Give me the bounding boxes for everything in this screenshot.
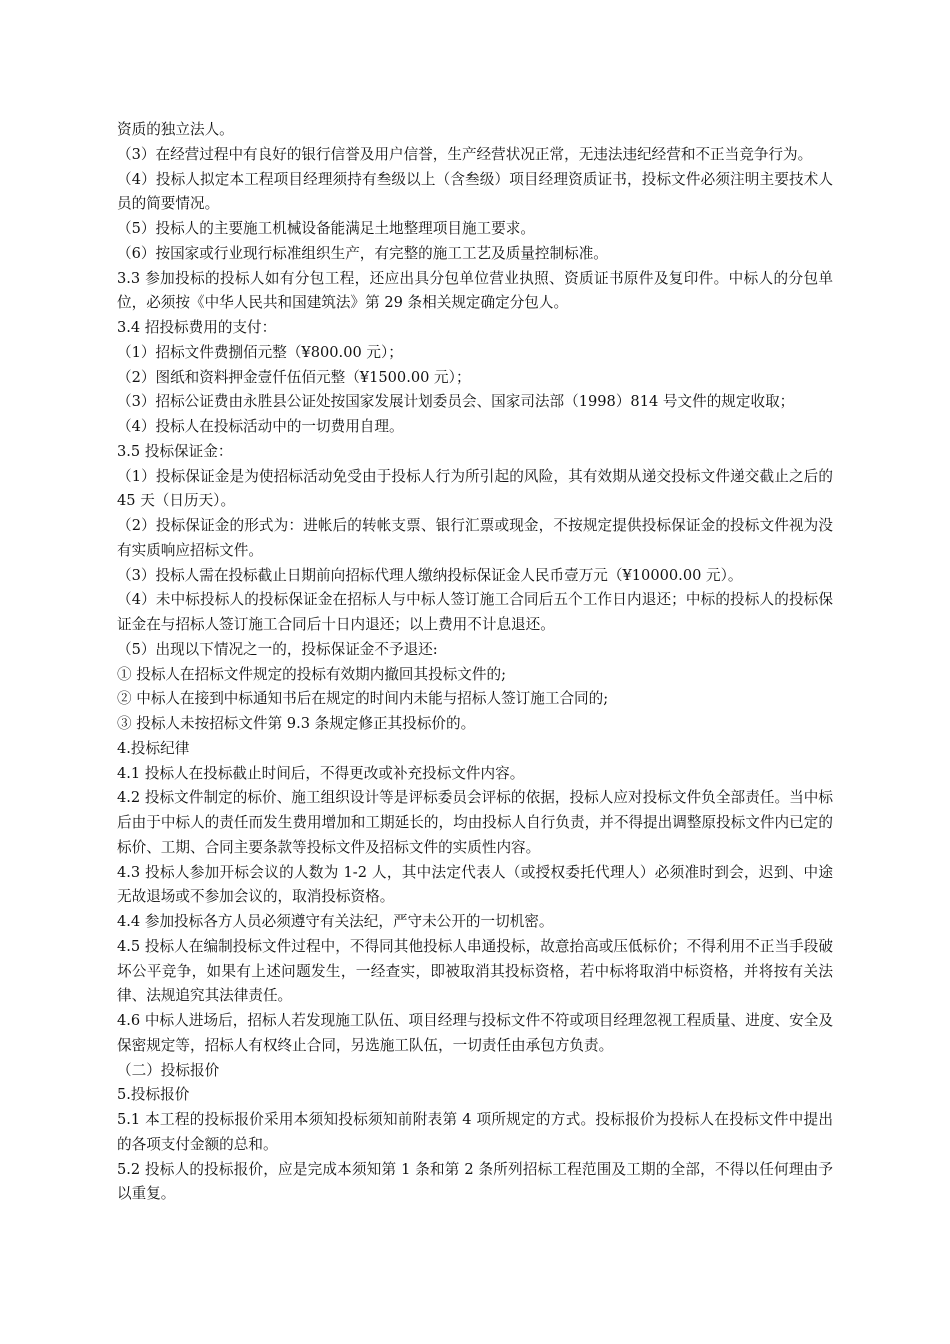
heading-3-4-fees: 3.4 招投标费用的支付： xyxy=(117,319,277,336)
paragraph-4-2: 4.2 投标文件制定的标价、施工组织设计等是评标委员会评标的依据，投标人应对投标文件负全部责任。当中标后由于中标人的责任而发生费用增加和工期延长的，均由投标人自行负责，并不得提出调整原投标文件内已定的标价、工期、合同主要条款等投标文件及招标文件的实质性内容。 xyxy=(117,789,833,856)
heading-5-pricing: 5.投标报价 xyxy=(117,1086,190,1104)
paragraph-deposit-1: （1）投标保证金是为使招标活动免受由于投标人行为所引起的风险，其有效期从递交投标文件递交截止之后的 45 天（日历天）。 xyxy=(117,467,833,510)
heading-3-5-deposit: 3.5 投标保证金： xyxy=(117,442,233,460)
paragraph-deposit-5: （5）出现以下情况之一的，投标保证金不予退还: xyxy=(117,640,438,658)
list-item-circled-1: ① 投标人在招标文件规定的投标有效期内撤回其投标文件的; xyxy=(117,665,506,683)
paragraph-item-5-equipment: （5）投标人的主要施工机械设备能满足土地整理项目施工要求。 xyxy=(117,220,535,237)
paragraph-fee-3: （3）招标公证费由永胜县公证处按国家发展计划委员会、国家司法部（1998）814 号文件的规定收取； xyxy=(117,393,795,411)
paragraph-deposit-3: （3）投标人需在投标截止日期前向招标代理人缴纳投标保证金人民币壹万元（¥10000.00 元）。 xyxy=(117,566,743,584)
paragraph-deposit-2: （2）投标保证金的形式为：进帐后的转帐支票、银行汇票或现金，不按规定提供投标保证金的投标文件视为没有实质响应招标文件。 xyxy=(117,517,833,559)
paragraph-4-3: 4.3 投标人参加开标会议的人数为 1-2 人，其中法定代表人（或授权委托代理人）必须准时到会，迟到、中途无故退场或不参加会议的，取消投标资格。 xyxy=(117,863,833,906)
section-heading-2-pricing: （二）投标报价 xyxy=(117,1061,220,1079)
paragraph-item-4-manager: （4）投标人拟定本工程项目经理须持有叁级以上（含叁级）项目经理资质证书，投标文件必须注明主要技术人员的简要情况。 xyxy=(117,170,833,213)
paragraph-item-6-standards: （6）按国家或行业现行标准组织生产，有完整的施工工艺及质量控制标准。 xyxy=(117,244,608,262)
list-item-circled-3: ③ 投标人未按招标文件第 9.3 条规定修正其投标价的。 xyxy=(117,715,476,732)
document-page xyxy=(117,118,833,1207)
paragraph-5-2: 5.2 投标人的投标报价，应是完成本须知第 1 条和第 2 条所列招标工程范围及工期的全部，不得以任何理由予以重复。 xyxy=(117,1160,833,1203)
paragraph-item-3-credit: （3）在经营过程中有良好的银行信誉及用户信誉，生产经营状况正常，无违法违纪经营和不正当竞争行为。 xyxy=(117,145,813,163)
paragraph-fee-2: （2）图纸和资料押金壹仟伍佰元整（¥1500.00 元）； xyxy=(117,368,471,386)
paragraph-4-1: 4.1 投标人在投标截止时间后，不得更改或补充投标文件内容。 xyxy=(117,764,525,782)
heading-4-discipline: 4.投标纪律 xyxy=(117,739,190,757)
list-item-circled-2: ② 中标人在接到中标通知书后在规定的时间内未能与招标人签订施工合同的; xyxy=(117,690,609,708)
paragraph-qualification-end: 资质的独立法人。 xyxy=(117,121,234,138)
paragraph-deposit-4: （4）未中标投标人的投标保证金在招标人与中标人签订施工合同后五个工作日内退还；中标的投标人的投标保证金在与招标人签订施工合同后十日内退还；以上费用不计息退还。 xyxy=(117,591,833,633)
paragraph-4-4: 4.4 参加投标各方人员必须遵守有关法纪，严守未公开的一切机密。 xyxy=(117,913,554,930)
paragraph-4-5: 4.5 投标人在编制投标文件过程中，不得同其他投标人串通投标，故意抬高或压低标价；不得利用不正当手段破坏公平竞争，如果有上述问题发生，一经查实，即被取消其投标资格，若中标将取消中标资格，并将按有关法律、法规追究其法律责任。 xyxy=(117,937,833,1005)
paragraph-4-6: 4.6 中标人进场后，招标人若发现施工队伍、项目经理与投标文件不符或项目经理忽视工程质量、进度、安全及保密规定等，招标人有权终止合同，另选施工队伍，一切责任由承包方负责。 xyxy=(117,1012,833,1054)
paragraph-3-3-subcontract: 3.3 参加投标的投标人如有分包工程，还应出具分包单位营业执照、资质证书原件及复印件。中标人的分包单位，必须按《中华人民共和国建筑法》第 29 条相关规定确定分包人。 xyxy=(117,269,833,312)
paragraph-fee-4: （4）投标人在投标活动中的一切费用自理。 xyxy=(117,418,404,435)
paragraph-fee-1: （1）招标文件费捌佰元整（¥800.00 元）； xyxy=(117,343,403,361)
paragraph-5-1: 5.1 本工程的投标报价采用本须知投标须知前附表第 4 项所规定的方式。投标报价为投标人在投标文件中提出的各项支付金额的总和。 xyxy=(117,1111,833,1153)
